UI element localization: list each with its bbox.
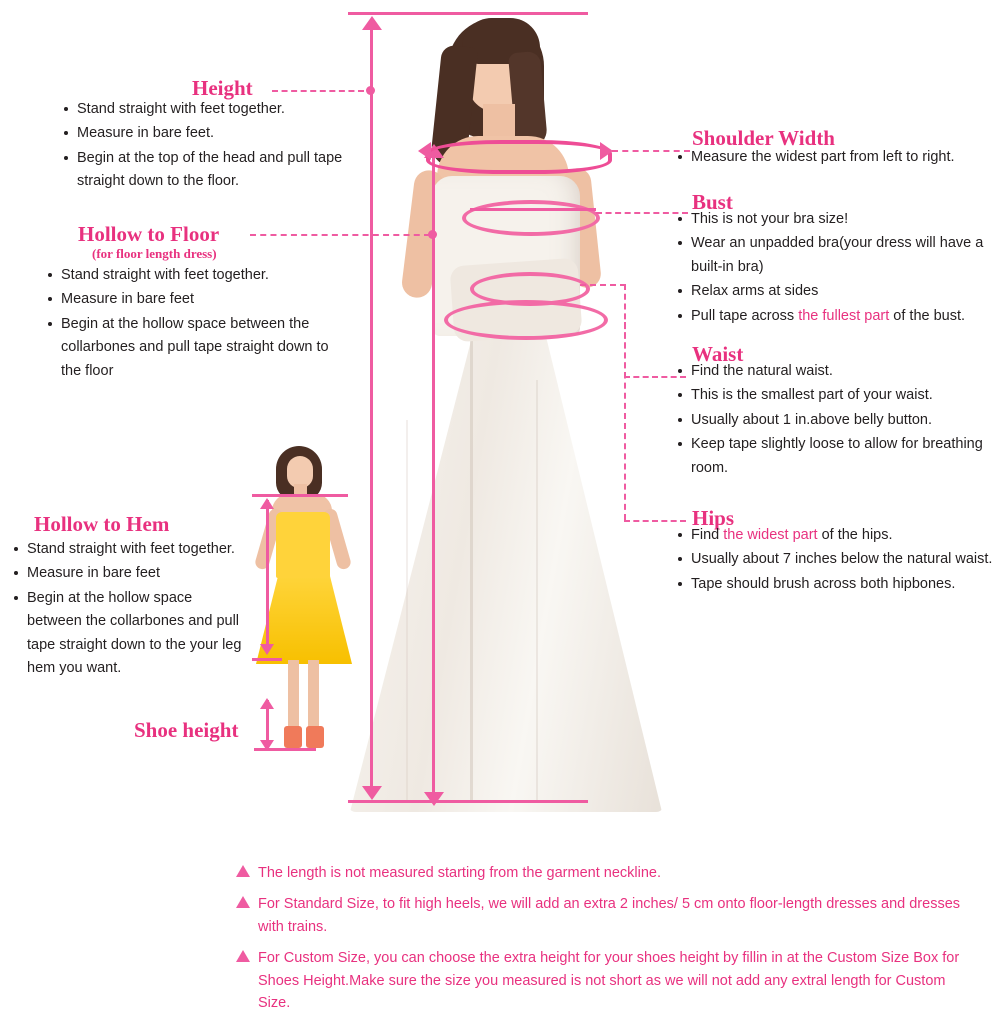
bust-note-highlight: the fullest part [798,307,890,324]
list-item: This is the smallest part of your waist. [676,384,998,407]
note-text: The length is not measured starting from the garment neckline. [258,865,661,881]
skirt-fold [470,340,473,800]
list-item: Begin at the hollow space between the collarbones and pull tape straight down to the your leg hem you want. [12,587,244,681]
list-item [676,305,998,328]
hips-note-prefix: Find [691,527,724,543]
warning-triangle-icon [236,865,250,877]
waist-title: Waist [692,342,744,366]
bust-note-prefix: Pull tape across [691,307,799,324]
hollow-to-floor-arrow-down [424,792,444,806]
list-item: Stand straight with feet together. [12,538,244,561]
hips-band [444,300,608,340]
list-item: Tape should brush across both hipbones. [676,573,998,596]
height-label-dot [366,86,375,95]
list-item: Stand straight with feet together. [46,264,346,287]
list-item: Begin at the hollow space between the collarbones and pull tape straight down to the floor [46,313,346,383]
height-arrow-down [362,786,382,800]
list-item: Keep tape slightly loose to allow for breathing room. [676,433,998,480]
list-item: Relax arms at sides [676,280,998,303]
bust-bullets [676,208,998,329]
list-item: Measure in bare feet [46,288,346,311]
hollow-to-hem-top-bar [252,494,348,497]
model-gown-skirt [350,326,662,812]
shoulder-width-band [426,140,612,174]
list-item: Find the natural waist. [676,360,998,383]
bust-leader-line [596,212,688,214]
hollow-to-hem-arrow-up [260,498,274,509]
list-item: This is not your bra size! [676,208,998,231]
hollow-to-floor-line [432,148,435,798]
height-bottom-bar [348,800,588,803]
bust-title: Bust [692,190,733,214]
hips-bullets [676,524,998,597]
hollow-to-floor-leader-line [250,234,430,236]
hollow-to-floor-bullets [46,264,346,384]
list-item: Wear an unpadded bra(your dress will have a built-in bra) [676,232,998,279]
short-model-left-shoe [284,726,302,748]
hips-note-highlight: the widest part [723,527,818,543]
hollow-to-hem-bullets [12,538,244,682]
height-arrow-up [362,16,382,30]
short-model-right-shoe [306,726,324,748]
height-title: Height [192,76,253,100]
waist-leader-line [580,284,626,286]
shoe-height-title: Shoe height [134,718,239,742]
height-vertical-line [370,20,373,792]
bust-band [462,200,600,236]
height-top-bar [348,12,588,15]
waist-bullets [676,360,998,481]
hollow-to-hem-title: Hollow to Hem [34,512,170,536]
shoulder-arrow-left [418,142,431,160]
bust-note-suffix: of the bust. [889,307,966,324]
hips-leader-line [624,520,686,522]
hips-leader-vertical [624,322,626,520]
hollow-to-floor-subtitle: (for floor length dress) [92,246,217,261]
hips-title: Hips [692,506,735,530]
list-item: Measure in bare feet [12,562,244,585]
short-model-bodice [276,512,330,578]
height-bullets [62,98,362,195]
shoe-height-arrow-up [260,698,274,709]
warning-triangle-icon [236,950,250,962]
shoulder-width-title: Shoulder Width [692,126,835,150]
shoe-height-base-bar [254,748,316,751]
list-item: Usually about 1 in.above belly button. [676,409,998,432]
hollow-to-hem-bottom-bar [252,658,282,661]
list-item: Begin at the top of the head and pull tape straight down to the floor. [62,147,362,194]
list-item: Stand straight with feet together. [62,98,362,121]
footer-notes [236,862,976,1024]
list-item: Measure the widest part from left to right. [676,146,998,169]
note-item [236,947,976,1014]
list-item [676,524,998,547]
hollow-to-hem-line [266,500,269,648]
hips-note-suffix: of the hips. [817,527,893,543]
note-text: For Standard Size, to fit high heels, we will add an extra 2 inches/ 5 cm onto floor-length dresses and dresses with trains. [258,896,961,935]
warning-triangle-icon [236,896,250,908]
bust-line [470,208,596,211]
note-text: For Custom Size, you can choose the extra height for your shoes height by fillin in at the Custom Size Box for Shoes Height.Make sure the size you measured is not short as we will not add any extral length for Custom Size. [258,950,960,1012]
skirt-fold [406,420,408,800]
list-item: Measure in bare feet. [62,122,362,145]
shoulder-width-bullets [676,146,998,170]
hollow-to-floor-title: Hollow to Floor [78,222,220,246]
height-leader-line [272,90,364,92]
hollow-to-hem-arrow-down [260,644,274,655]
skirt-fold [536,380,538,800]
note-item [236,862,976,884]
note-item [236,893,976,938]
list-item: Usually about 7 inches below the natural waist. [676,548,998,571]
